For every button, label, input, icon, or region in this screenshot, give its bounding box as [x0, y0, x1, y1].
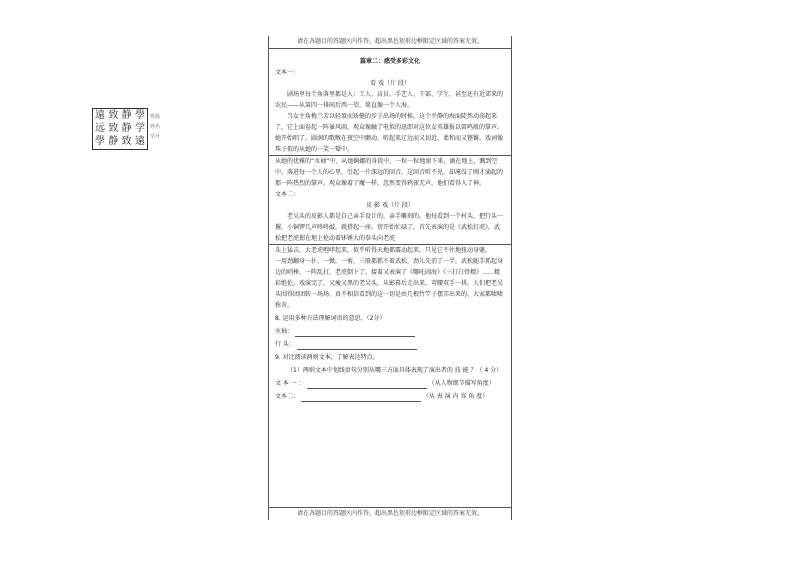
stamp-row	[93, 135, 147, 148]
q8-answer-blank[interactable]	[295, 329, 415, 337]
text1-paragraph: 剧场里每个角落里都是人：工人、店员、手艺人、干部、学生，甚至还有近郊来的农民——从第四一排间后西一望，简直像一个人海。	[275, 91, 504, 109]
q9-label: 文本二：	[275, 393, 300, 400]
stamp-char: 致	[121, 136, 132, 147]
stamp-char: 静	[121, 123, 132, 134]
stamp-char: 远	[95, 123, 105, 134]
stamp-char: 致	[108, 123, 119, 134]
text1-paragraph: 从她的优雅的“水袖”中，从她婀娜的身段中，一粒一粒地滚下来，滴在地上，溅到空中，落进每一个人的心里，引起一片深远的回音。这回音听不见，却淹没了刚才涌起的那一阵热烈的掌声。观众像着了魔一样，忽然变得鸦雀无声，他们看得入了神。	[269, 155, 511, 189]
stamp-char: 學	[95, 136, 105, 147]
stamp-char: 遠	[95, 110, 105, 121]
stamp-char: 学	[134, 123, 145, 134]
name-label: 姓名	[150, 124, 161, 130]
seal-stamp	[92, 108, 148, 150]
text2-label: 文本二：	[275, 191, 300, 198]
q9-label: 文 本 一 ：	[275, 380, 305, 387]
id-label: 学号	[150, 134, 161, 140]
q9-hint: （从人物细节描写角度）	[428, 380, 495, 387]
stamp-char: 學	[134, 110, 145, 121]
text2-paragraph: 头上猛击，大老虎咆哮起来，似乎听得天地都震动起来。只见它不住地扭动身躯，	[269, 244, 511, 256]
question-8: 8. 运用多种方法理解词语的意思。（2分）	[275, 315, 386, 322]
text2-paragraph: 老吴头的皮影人都是自己亲手设计的，亲手雕刻的。他每看到一个村头，把行头一撂，小铜锣几声咚咚敲，就搭起一座。傍开始忙碌了。首先表演的是《武松打虎》。武松把老虎摁在地上抡动着钵锤大的拳头向老虎	[275, 213, 504, 242]
text1-title: 看 戏（片 段）	[370, 80, 410, 87]
student-info-labels	[150, 112, 160, 142]
q8-answer-blank[interactable]	[297, 342, 417, 350]
text1-paragraph: 当女主角梅兰芳以轻盈而矫健的步子出场的时候，这个平静的海面陡然动荡起来了，它上面卷起一阵暴风雨，观众像触了电似的迅即对这位女英雄报以雷鸣般的掌声。她开始唱了，圆润的歌喉在夜空中颤动，听起来辽远而又切近，柔和而又铿锵。戏词像珠子似的从她的一笑一颦中，	[275, 113, 504, 153]
question-9: 9. 对比阅读两则文本，了解表达特点。	[275, 354, 379, 361]
stamp-row	[93, 122, 147, 135]
q8-term: 行 头：	[275, 341, 295, 348]
section-title: 篇章二：感受多彩文化	[359, 58, 420, 65]
q9-answer-row	[275, 391, 505, 402]
answer-sheet	[268, 36, 512, 520]
text2-paragraph: 一用劲翻身一扑、一掀，一剪，三般都抓不着武松，劲儿先消了一半，武松随手抓起身边的哨棒，一阵乱打，老虎倒下了，接着又表演了《哪吒闹海》《三打白骨精》……精彩绝伦。戏演完了，又瘦又黑的老吴头，从影幕后走出来，弯腰双手一拱。人们把老吴头围得团团转一场场，真不相信看到的这一切是由几根竹竿子摆弄出来的，大家都啧啧称奇。	[275, 258, 504, 309]
stamp-char: 静	[108, 136, 119, 147]
stamp-char: 遠	[134, 136, 145, 147]
q8-answer-row	[275, 339, 505, 350]
text1-label: 文本一：	[275, 69, 300, 76]
question-9-sub: （1）两则文本中划线语句分别从哪三方面具体表现了演出者的 技 能 ？（ 4 分）	[287, 367, 503, 374]
stamp-row	[93, 109, 147, 122]
bottom-notice: 请在各题目的答题区内作答，超出黑色矩形边框限定区域的答案无效。	[269, 507, 511, 520]
q8-answer-row	[275, 326, 505, 337]
q9-answer-blank[interactable]	[307, 381, 427, 389]
text2-title: 皮 影 戏（片 段）	[366, 202, 414, 209]
sheet-content	[275, 56, 505, 404]
q9-hint: （从 表 演 内 容 角 度）	[422, 393, 489, 400]
stamp-char: 静	[121, 110, 132, 121]
q8-term: 水袖：	[275, 328, 294, 335]
q9-answer-row	[275, 378, 505, 389]
stamp-char: 致	[108, 110, 119, 121]
top-notice: 请在各题目的答题区内作答，超出黑色矩形边框限定区域的答案无效。	[269, 36, 511, 49]
q9-answer-blank[interactable]	[301, 394, 421, 402]
class-label: 班级	[150, 114, 161, 120]
